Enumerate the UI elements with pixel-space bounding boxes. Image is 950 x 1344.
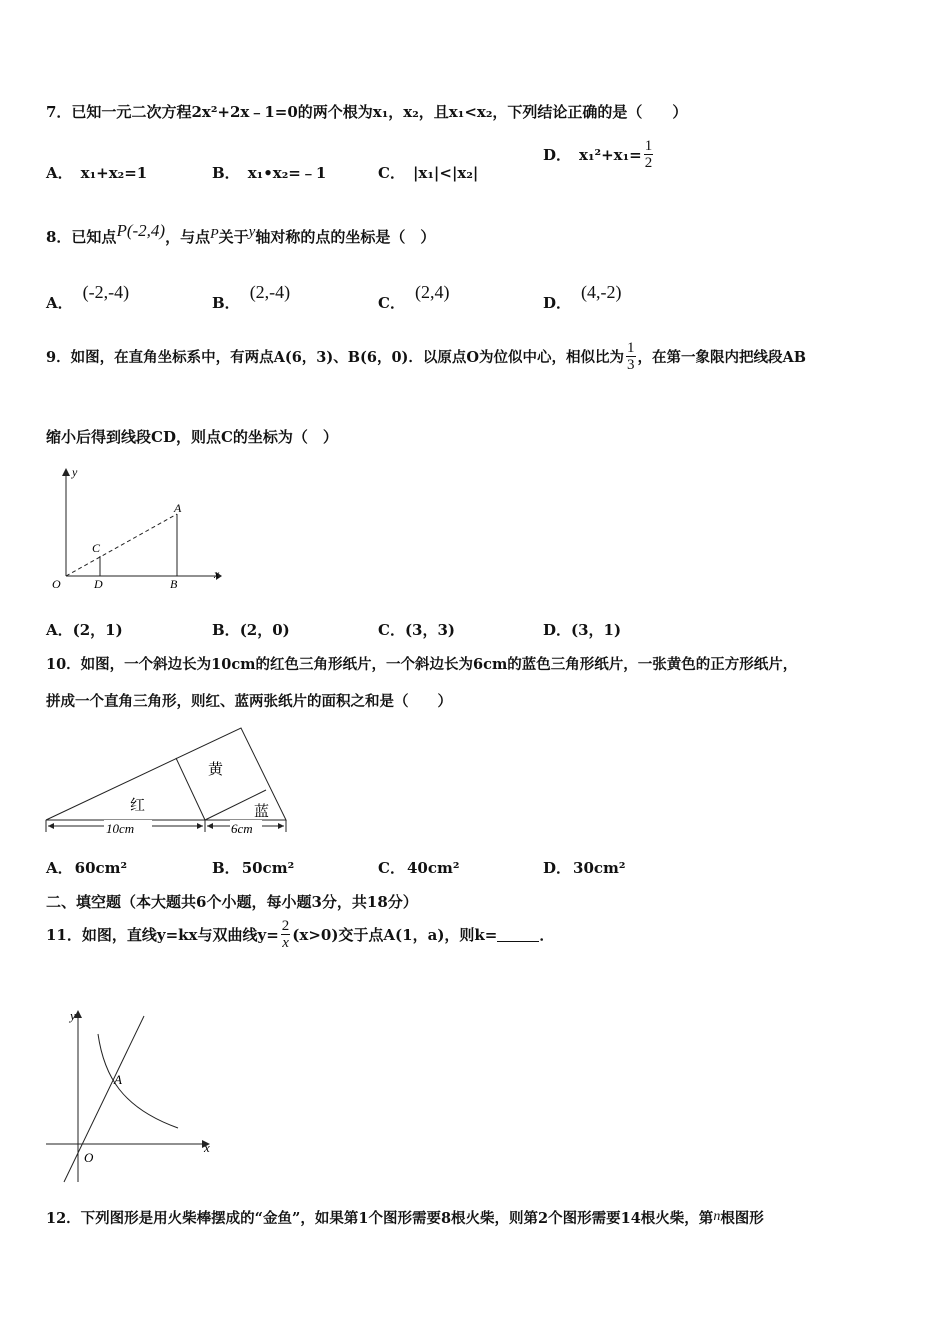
option-text: x₁²+x₁=	[579, 145, 642, 164]
q9-option-a[interactable]	[46, 619, 123, 640]
q12-text-b: 根图形	[720, 1210, 764, 1227]
option-label: A．	[46, 294, 73, 312]
q10-option-b[interactable]	[212, 857, 294, 878]
frac-num: 2	[281, 918, 290, 934]
q8-p: P	[210, 227, 219, 242]
option-text: 50cm²	[241, 859, 295, 877]
label-c: C	[92, 541, 101, 555]
option-label: A．	[46, 621, 73, 639]
section-title: 二、填空题（本大题共6个小题，每小题3分，共18分）	[46, 893, 418, 911]
q8-point: P(-2,4)	[116, 221, 166, 240]
dim-blue-arrow-right	[278, 823, 284, 829]
q7-stem: 7．已知一元二次方程2x²+2x﹣1=0的两个根为x₁，x₂，且x₁<x₂，下列结论正确的是（ ）	[46, 103, 688, 121]
line-y-kx	[64, 1016, 144, 1182]
option-text: (3，3)	[404, 621, 456, 639]
q9-text-b: ，在第一象限内把线段AB	[637, 349, 807, 366]
option-text: (2,4)	[414, 282, 450, 302]
label-yellow: 黄	[208, 762, 224, 778]
q7-option-b[interactable]	[212, 162, 326, 183]
q11-stem	[46, 918, 554, 951]
option-text: x₁•x₂=﹣1	[247, 164, 327, 182]
label-y: y	[70, 1008, 76, 1023]
q8-y: y	[248, 224, 256, 240]
option-label: A．	[46, 859, 73, 877]
q8-option-c[interactable]	[378, 282, 450, 313]
q10-figure	[44, 724, 290, 840]
dim-red-arrow-right	[197, 823, 203, 829]
option-text: (2，1)	[72, 621, 123, 639]
q9-line1	[46, 340, 806, 373]
option-label: C．	[378, 859, 405, 877]
frac-num: 1	[644, 138, 653, 154]
label-6cm: 6cm	[231, 821, 253, 836]
red-yellow-edge	[176, 758, 205, 820]
q7-option-c[interactable]	[378, 162, 478, 183]
option-label: C．	[378, 621, 405, 639]
option-text: 30cm²	[573, 859, 626, 877]
option-text: (2，0)	[239, 621, 290, 639]
label-10cm: 10cm	[106, 821, 135, 836]
label-b: B	[170, 577, 178, 591]
q10-option-a[interactable]	[46, 857, 127, 878]
option-text: (3，1)	[571, 621, 622, 639]
q11-text-a: 11．如图，直线y=kx与双曲线y=	[46, 926, 279, 944]
option-label: B．	[212, 859, 240, 877]
q10-option-c[interactable]	[378, 857, 459, 878]
label-a: A	[174, 501, 182, 515]
option-label: A．	[46, 164, 73, 182]
option-text: (2,-4)	[249, 282, 291, 302]
frac-den: 2	[644, 155, 653, 171]
label-d: D	[94, 577, 103, 591]
option-text: x₁+x₂=1	[80, 164, 148, 182]
q8-text-c: 关于	[218, 228, 249, 246]
q9-line2: 缩小后得到线段CD，则点C的坐标为（ ）	[46, 428, 338, 446]
option-text: (4,-2)	[581, 282, 622, 302]
option-label: D．	[543, 146, 572, 164]
option-text: 40cm²	[406, 859, 460, 877]
q11-text-b: (x>0)交于点A(1，a)，则k=	[292, 926, 498, 944]
option-label: C．	[378, 164, 405, 182]
q8-option-d[interactable]	[543, 282, 622, 313]
option-label: D．	[543, 294, 572, 312]
q12-n: n	[713, 1209, 721, 1224]
q9-option-c[interactable]	[378, 619, 455, 640]
option-label: B．	[212, 621, 240, 639]
label-o: O	[52, 577, 61, 591]
option-label: B．	[212, 294, 240, 312]
label-y: y	[72, 465, 78, 479]
y-axis-arrow	[62, 468, 70, 476]
fraction-one-third	[626, 340, 636, 373]
q10-line2: 拼成一个直角三角形，则红、蓝两张纸片的面积之和是（ ）	[46, 693, 452, 710]
q8-text-a: 8．已知点	[46, 228, 117, 246]
frac-den: 3	[627, 357, 635, 373]
q10-line1: 10．如图，一个斜边长为10cm的红色三角形纸片，一个斜边长为6cm的蓝色三角形纸片，一张黄色的正方形纸片，	[46, 656, 798, 673]
label-o: O	[84, 1150, 94, 1165]
hyperbola	[98, 1034, 178, 1128]
q12-text-a: 12．下列图形是用火柴棒摆成的“金鱼”，如果第1个图形需要8根火柴，则第2个图形需要14根火柴，第	[46, 1210, 714, 1227]
q10-option-d[interactable]	[543, 857, 625, 878]
fraction-one-half	[644, 138, 654, 171]
q8-option-b[interactable]	[212, 282, 291, 313]
label-x: x	[204, 1140, 210, 1155]
q11-figure	[42, 1004, 222, 1188]
frac-den: x	[282, 935, 289, 951]
option-label: D．	[543, 859, 572, 877]
q9-figure	[44, 464, 224, 594]
dim-red-arrow-left	[48, 823, 54, 829]
q8-option-a[interactable]	[46, 282, 130, 313]
option-text: (-2,-4)	[82, 282, 130, 302]
q9-option-d[interactable]	[543, 619, 621, 640]
label-x: x	[214, 567, 220, 581]
option-label: D．	[543, 621, 572, 639]
q8-text-b: ，与点	[165, 228, 211, 246]
label-blue: 蓝	[254, 804, 270, 820]
option-label: C．	[378, 294, 405, 312]
q8-stem	[46, 221, 436, 247]
label-red: 红	[130, 798, 146, 814]
option-text: |x₁|<|x₂|	[412, 164, 479, 182]
dim-blue-arrow-left	[207, 823, 213, 829]
q7-option-a[interactable]	[46, 162, 147, 183]
answer-blank[interactable]	[497, 927, 539, 942]
option-label: B．	[212, 164, 240, 182]
label-a: A	[114, 1072, 122, 1087]
q7-option-d[interactable]	[543, 138, 655, 171]
ray-oa	[66, 514, 177, 576]
option-text: 60cm²	[74, 859, 128, 877]
frac-num: 1	[627, 340, 635, 356]
fraction-2-over-x	[281, 918, 291, 951]
big-triangle	[46, 728, 286, 820]
q11-text-c: ．	[539, 926, 555, 944]
q12-stem	[46, 1207, 764, 1228]
q8-text-d: 轴对称的点的坐标是（ ）	[255, 228, 436, 246]
q9-option-b[interactable]	[212, 619, 290, 640]
q9-text-a: 9．如图，在直角坐标系中，有两点A(6，3)、B(6，0)．以原点O为位似中心，相似比为	[46, 349, 625, 366]
